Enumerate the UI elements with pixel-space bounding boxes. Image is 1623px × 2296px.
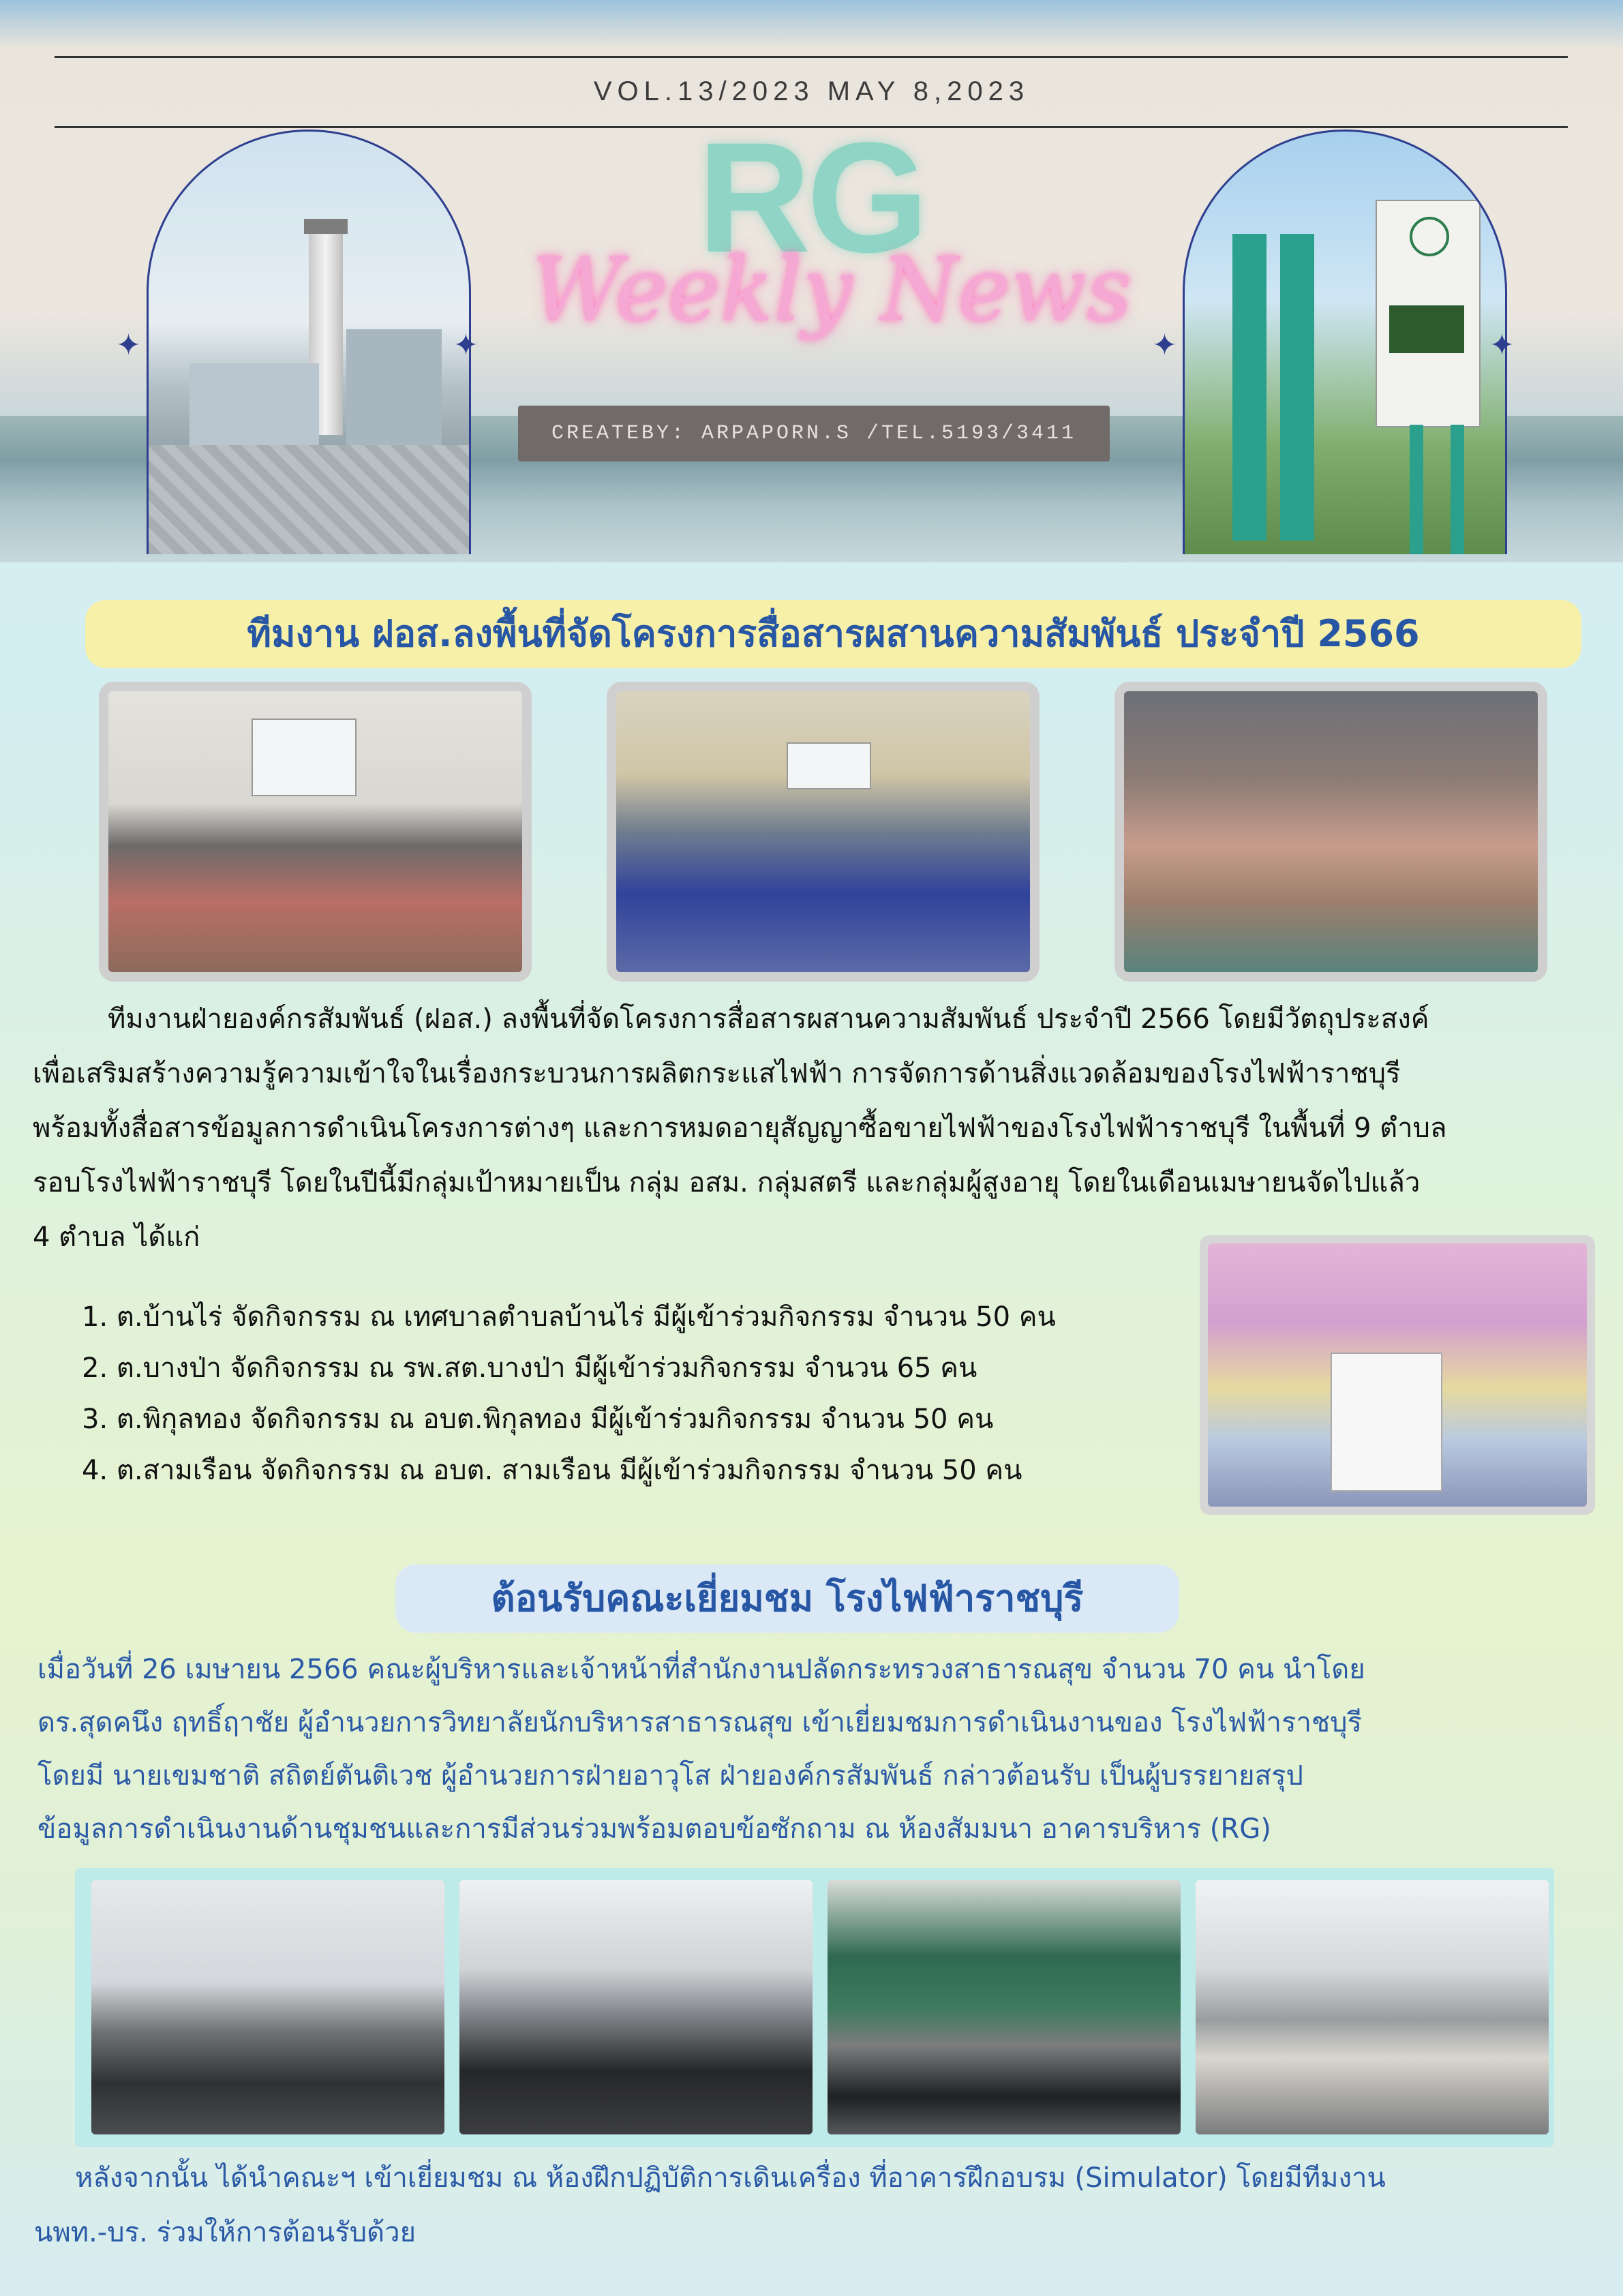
list-item: 1. ต.บ้านไร่ จัดกิจกรรม ณ เทศบาลตำบลบ้านไร่ มีผู้เข้าร่วมกิจกรรม จำนวน 50 คน xyxy=(82,1301,1056,1333)
section2-closing xyxy=(34,2151,1602,2260)
paragraph-line: นพท.-บร. ร่วมให้การต้อนรับด้วย xyxy=(34,2217,416,2248)
newsletter-header xyxy=(0,0,1623,562)
power-plant-photo xyxy=(147,130,471,554)
top-rule xyxy=(55,56,1568,58)
section1-paragraph xyxy=(33,992,1601,1265)
paragraph-line: ข้อมูลการดำเนินงานด้านชุมชนและการมีส่วนร่วมพร้อมตอบข้อซักถาม ณ ห้องสัมมนา อาคารบริหาร (RG) xyxy=(37,1813,1271,1845)
list-item: 3. ต.พิกุลทอง จัดกิจกรรม ณ อบต.พิกุลทอง มีผู้เข้าร่วมกิจกรรม จำนวน 50 คน xyxy=(82,1404,994,1435)
paragraph-line: โดยมี นายเขมชาติ สถิตย์ตันติเวช ผู้อำนวยการฝ่ายอาวุโส ฝ่ายองค์กรสัมพันธ์ กล่าวต้อนรับ เป็นผู้บรรยายสรุป xyxy=(37,1760,1303,1792)
volume-line: VOL.13/2023 MAY 8,2023 xyxy=(593,76,1030,106)
paragraph-line: เพื่อเสริมสร้างความรู้ความเข้าใจในเรื่องกระบวนการผลิตกระแสไฟฟ้า การจัดการด้านสิ่งแวดล้อมของโรงไฟฟ้าราชบุรี xyxy=(33,1058,1401,1089)
sparkle-icon: ✦ xyxy=(453,328,479,363)
paragraph-line: ทีมงานฝ่ายองค์กรสัมพันธ์ (ฝอส.) ลงพื้นที่จัดโครงการสื่อสารผสานความสัมพันธ์ ประจำปี 2566 โดยมีวัตถุประสงค์ xyxy=(108,1003,1429,1035)
award-handover-photo xyxy=(1200,1235,1595,1515)
creator-credit: CREATEBY: ARPAPORN.S /TEL.5193/3411 xyxy=(518,406,1110,462)
list-item: 4. ต.สามเรือน จัดกิจกรรม ณ อบต. สามเรือน มีผู้เข้าร่วมกิจกรรม จำนวน 50 คน xyxy=(82,1455,1022,1486)
subdistrict-list xyxy=(82,1292,1207,1496)
plant-sign-photo xyxy=(1183,130,1507,554)
paragraph-line: รอบโรงไฟฟ้าราชบุรี โดยในปีนี้มีกลุ่มเป้าหมายเป็น กลุ่ม อสม. กลุ่มสตรี และกลุ่มผู้สูงอายุ โดยในเดือนเมษายนจัดไปแล้ว xyxy=(33,1167,1421,1198)
paragraph-line: พร้อมทั้งสื่อสารข้อมูลการดำเนินโครงการต่างๆ และการหมดอายุสัญญาซื้อขายไฟฟ้าของโรงไฟฟ้าราชบุรี ในพื้นที่ 9 ตำบล xyxy=(33,1113,1447,1144)
section2-paragraph xyxy=(37,1643,1605,1856)
seminar-room-photo xyxy=(87,1876,449,2139)
simulator-room-photo xyxy=(1192,1876,1553,2139)
paragraph-line: หลังจากนั้น ได้นำคณะฯ เข้าเยี่ยมชม ณ ห้องฝึกปฏิบัติการเดินเครื่อง ที่อาคารฝึกอบรม (Simulator) โดยมีทีมงาน xyxy=(75,2162,1386,2194)
sparkle-icon: ✦ xyxy=(1489,328,1515,363)
lobby-group-photo xyxy=(823,1876,1185,2139)
section1-title: ทีมงาน ฝอส.ลงพื้นที่จัดโครงการสื่อสารผสานความสัมพันธ์ ประจำปี 2566 xyxy=(85,600,1581,668)
community-meeting-photo-1 xyxy=(99,682,532,982)
paragraph-line: เมื่อวันที่ 26 เมษายน 2566 คณะผู้บริหารและเจ้าหน้าที่สำนักงานปลัดกระทรวงสาธารณสุข จำนวน 70 คน นำโดย xyxy=(37,1654,1365,1685)
paragraph-line: ดร.สุดคนึง ฤทธิ์ฤาชัย ผู้อำนวยการวิทยาลัยนักบริหารสาธารณสุข เข้าเยี่ยมชมการดำเนินงานของ โรงไฟฟ้าราชบุรี xyxy=(37,1707,1362,1738)
group-photo xyxy=(455,1876,817,2139)
community-meeting-photo-2 xyxy=(607,682,1040,982)
sparkle-icon: ✦ xyxy=(1152,328,1177,363)
rg-logo: RG xyxy=(697,110,925,285)
community-meeting-photo-3 xyxy=(1114,682,1547,982)
weekly-news-logo: Weekly News xyxy=(531,238,1132,342)
paragraph-line: 4 ตำบล ได้แก่ xyxy=(33,1222,200,1253)
sky-band xyxy=(0,0,1623,48)
list-item: 2. ต.บางป่า จัดกิจกรรม ณ รพ.สต.บางป่า มีผู้เข้าร่วมกิจกรรม จำนวน 65 คน xyxy=(82,1353,977,1384)
section2-title: ต้อนรับคณะเยี่ยมชม โรงไฟฟ้าราชบุรี xyxy=(395,1565,1179,1633)
sparkle-icon: ✦ xyxy=(116,328,141,363)
